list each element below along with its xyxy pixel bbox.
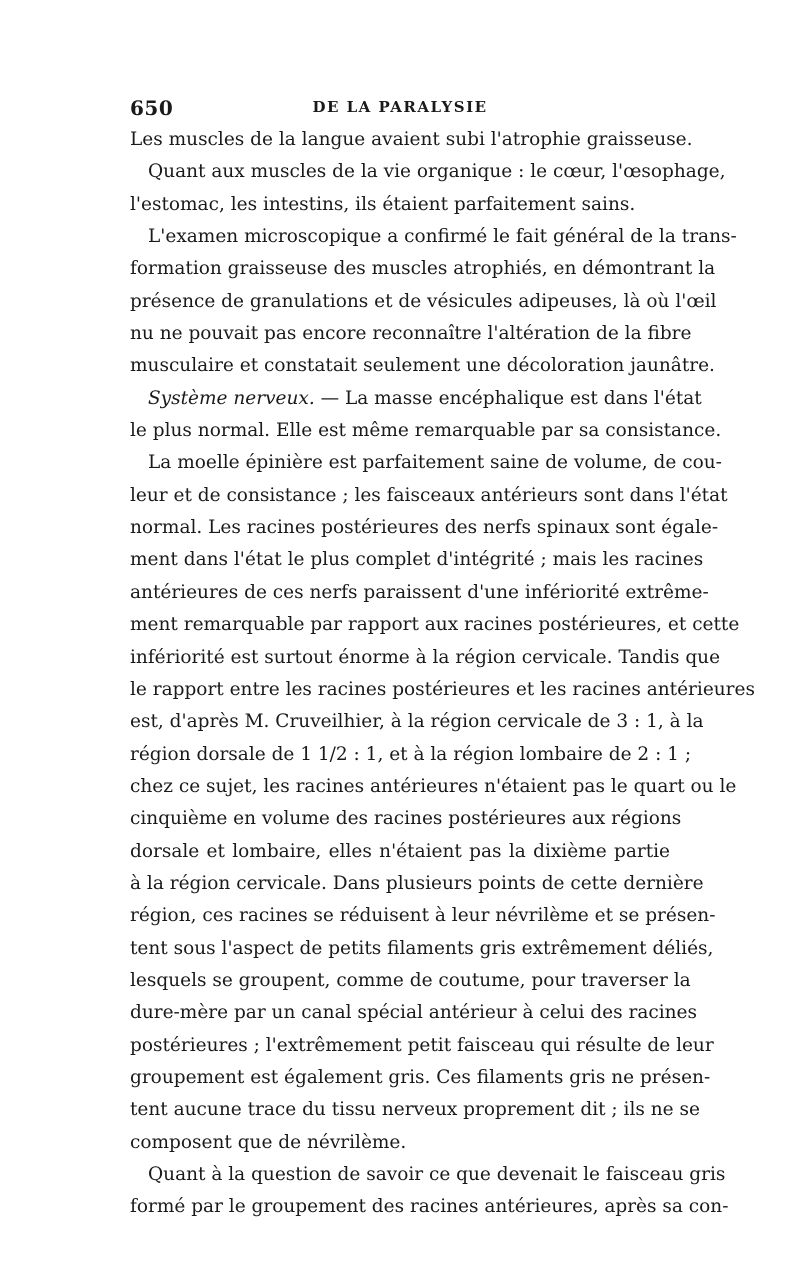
text-line: infériorité est surtout énorme à la région cervicale. Tandis que [130, 646, 721, 668]
text-line: dure-mère par un canal spécial antérieur à celui des racines [130, 1002, 697, 1024]
body-text [130, 124, 755, 1224]
text-line: postérieures ; l'extrêmement petit faisceau qui résulte de leur [130, 1034, 714, 1056]
text-line [130, 383, 702, 415]
text-line: ment remarquable par rapport aux racines postérieures, et cette [130, 614, 740, 636]
running-head: DE LA PARALYSIE [312, 98, 488, 116]
text-line: Les muscles de la langue avaient subi l'atrophie graisseuse. [130, 129, 693, 150]
text-line: tent sous l'aspect de petits filaments gris extrêmement déliés, [130, 937, 714, 959]
text-line: groupement est également gris. Ces filaments gris ne présen- [130, 1066, 711, 1088]
text-line: ment dans l'état le plus complet d'intégrité ; mais les racines [130, 549, 704, 571]
page-number: 650 [130, 96, 174, 120]
text-line: le rapport entre les racines postérieures et les racines antérieures [130, 678, 755, 700]
text-line: musculaire et constatait seulement une décoloration jaunâtre. [130, 355, 715, 377]
text-line: région dorsale de 1 1/2 : 1, et à la région lombaire de 2 : 1 ; [130, 743, 692, 765]
section-heading-continuation: — La masse encéphalique est dans l'état [320, 387, 702, 409]
text-line: composent que de névrilème. [130, 1131, 407, 1153]
text-line: formation graisseuse des muscles atrophiés, en démontrant la [130, 258, 716, 280]
text-line: chez ce sujet, les racines antérieures n'étaient pas le quart ou le [130, 775, 737, 797]
text-line: L'examen microscopique a confirmé le fait général de la trans- [148, 226, 737, 248]
section-heading: Système nerveux. [148, 387, 315, 409]
text-line: nu ne pouvait pas encore reconnaître l'altération de la fibre [130, 323, 692, 345]
text-line: lesquels se groupent, comme de coutume, pour traverser la [130, 969, 691, 991]
text-line: Quant à la question de savoir ce que devenait le faisceau gris [148, 1164, 726, 1185]
text-line: Quant aux muscles de la vie organique : le cœur, l'œsophage, [148, 161, 726, 183]
text-line: présence de granulations et de vésicules adipeuses, là où l'œil [130, 290, 717, 312]
text-line: La moelle épinière est parfaitement saine de volume, de cou- [148, 452, 722, 474]
text-line: formé par le groupement des racines antérieures, après sa con- [130, 1196, 729, 1218]
text-line: antérieures de ces nerfs paraissent d'une infériorité extrême- [130, 581, 709, 603]
text-line: l'estomac, les intestins, ils étaient parfaitement sains. [130, 193, 636, 215]
text-line: leur et de consistance ; les faisceaux antérieurs sont dans l'état [130, 484, 728, 506]
text-line: région, ces racines se réduisent à leur névrilème et se présen- [130, 905, 716, 927]
text-line: à la région cervicale. Dans plusieurs points de cette dernière [130, 872, 704, 894]
text-line: normal. Les racines postérieures des nerfs spinaux sont égale- [130, 517, 719, 539]
page-header [130, 96, 670, 122]
text-line: le plus normal. Elle est même remarquable par sa consistance. [130, 420, 722, 442]
text-line: tent aucune trace du tissu nerveux proprement dit ; ils ne se [130, 1099, 700, 1121]
text-line: est, d'après M. Cruveilhier, à la région cervicale de 3 : 1, à la [130, 711, 704, 733]
text-line: dorsale et lombaire, elles n'étaient pas la dixième partie [130, 840, 670, 862]
text-line: cinquième en volume des racines postérieures aux régions [130, 808, 682, 830]
